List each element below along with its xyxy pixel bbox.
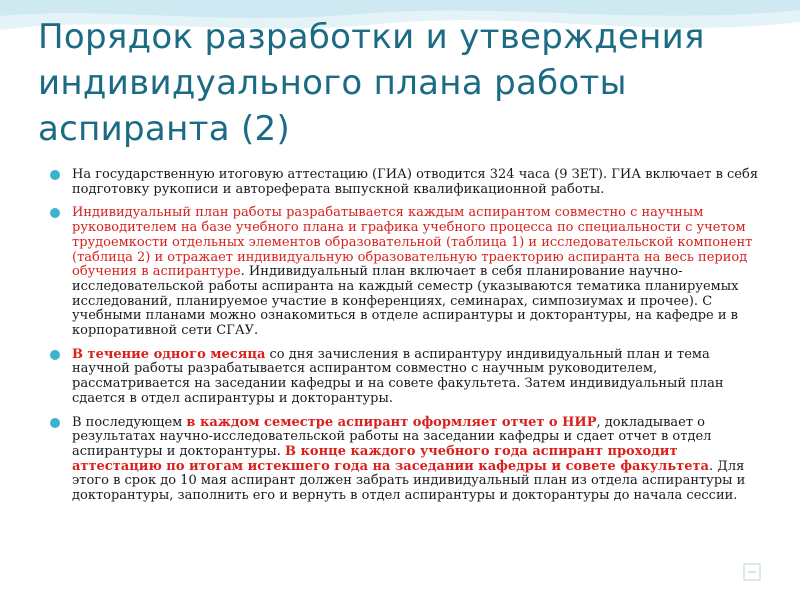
bullet-item xyxy=(50,206,762,338)
bullet-item xyxy=(50,168,762,197)
bullet-item xyxy=(50,348,762,407)
bullet-icon xyxy=(50,350,60,360)
bullet-text xyxy=(72,167,758,197)
bullet-text xyxy=(72,347,724,406)
slide-title: Порядок разработки и утверждения индивидуального плана работы аспиранта (2) xyxy=(38,17,705,149)
bullet-icon xyxy=(50,170,60,180)
bullet-item xyxy=(50,416,762,504)
text-segment: . Для этого в срок до 10 мая аспирант должен забрать индивидуальный план из отдела аспирантуры и докторантуры, заполнить его и вернуть в отдел аспирантуры и докторантуры до начала сессии. xyxy=(72,458,746,504)
text-segment: В последующем xyxy=(72,414,187,430)
highlighted-text: в каждом семестре аспирант оформляет отчет о НИР xyxy=(186,414,597,430)
bullet-text xyxy=(72,415,745,504)
bullet-text xyxy=(72,205,752,338)
bullet-icon xyxy=(50,208,60,218)
highlighted-text: В конце каждого учебного года аспирант проходит аттестацию по итогам истекшего года на заседании кафедры и совете факультета xyxy=(72,443,709,474)
text-segment: . Индивидуальный план включает в себя планирование научно-исследовательской работы аспиранта на каждый семестр (указываются тематика планируемых исследований, планируемое участие в конференциях, семинарах, симпозиумах и прочее). С учебными планами можно ознакомиться в отделе аспирантуры и докторантуры, на кафедре и в корпоративной сети СГАУ. xyxy=(72,264,739,339)
highlighted-text: В течение одного месяца xyxy=(72,346,266,362)
highlighted-text: Индивидуальный план работы разрабатывается каждым аспирантом совместно с научным руководителем на базе учебного плана и графика учебного процесса по специальности с учетом трудоемкости отдельных элементов образовательной (таблица 1) и исследовательской компонент (таблица 2) и отражает индивидуальную образовательную траекторию аспиранта на весь период обучения в аспирантуре xyxy=(72,205,753,280)
slide-corner-decoration-icon xyxy=(742,562,762,582)
text-segment: На государственную итоговую аттестацию (ГИА) отводится 324 часа (9 ЗЕТ). ГИА включает в себя подготовку рукописи и автореферата выпускной квалификационной работы. xyxy=(72,167,759,197)
text-segment: , докладывает о результатах научно-исследовательской работы на заседании кафедры и сдает отчет в отдел аспирантуры и докторантуры. xyxy=(72,414,712,459)
bullet-list xyxy=(50,168,762,513)
bullet-icon xyxy=(50,418,60,428)
text-segment: со дня зачисления в аспирантуру индивидуальный план и тема научной работы разрабатывается аспирантом совместно с научным руководителем, рассматривается на заседании кафедры и на совете факультета. Затем индивидуальный план сдается в отдел аспирантуры и докторантуры. xyxy=(72,346,724,406)
